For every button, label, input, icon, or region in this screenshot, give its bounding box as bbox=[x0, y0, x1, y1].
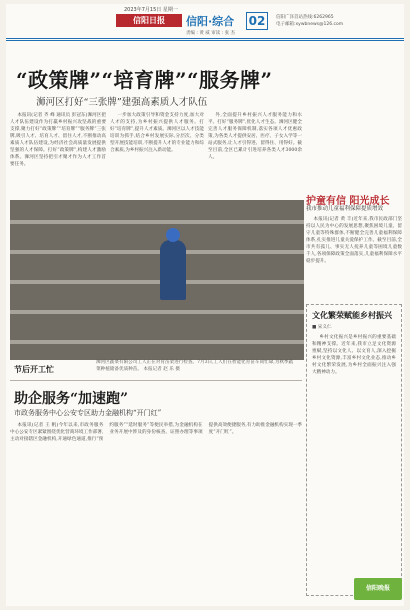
contact-hotline: 信阳广泽首站热线:6262965 bbox=[276, 15, 334, 20]
news-photo bbox=[10, 200, 304, 360]
side-headline: 护童有信 阳光成长 bbox=[306, 196, 390, 207]
lead-text-1: 本报讯(记者 齐 峰 通讯员 彭冠东)浉河区把人才队伍建设作为打赢乡村振兴攻坚战的重要支撑,聚力打好“政策牌”“培育牌”“服务牌”三张牌,吸引人才、培育人才、留住人才,不断推动高素质人才队伍建设,为经济社会高质量发展提供坚强的人才保障。打好“政策牌”,构建人才激励体系。浉河区坚持把引才聚才作为人才工作首要任务。 bbox=[10, 113, 106, 167]
contact-email: 电子邮箱:xywbnews@126.com bbox=[276, 22, 344, 27]
column-box-body bbox=[312, 334, 396, 574]
side-story-body bbox=[306, 216, 402, 300]
photo-caption: 浉河区蔬菜有限公司工人正在对育苗架进行检查。7月3日,工人们在智能化育苗车间忙碌,为秋季蔬菜种植储备优质种苗。 本报记者 赵 乐 摄 bbox=[96, 360, 294, 372]
photo-worker-helmet bbox=[166, 228, 180, 242]
photo-shelf bbox=[10, 310, 304, 314]
section-divider bbox=[10, 380, 302, 381]
section-title: 信阳·综合 bbox=[186, 15, 235, 28]
lead-column-2 bbox=[110, 112, 204, 198]
column-box-title: 文化繁荣赋能乡村振兴 bbox=[312, 310, 392, 320]
photo-shelf bbox=[10, 340, 304, 344]
lead-column-1 bbox=[10, 112, 106, 198]
bottom-subheadline: 市政务服务中心公安专区助力金融机构“开门红” bbox=[14, 409, 162, 417]
page-number: 02 bbox=[246, 12, 268, 30]
brand-badge: 信阳晚报 bbox=[354, 578, 402, 600]
bottom-story-text: 本报讯(记者 王 帆)今年以来,市政务服务中心公安专区紧紧围绕优化营商环境工作部署,主动对接辖区金融机构,开通绿色通道,推行“预约服务”“延时服务”等便民举措,为金融机构在业务开展中涉及的身份核查、证照办理等事项提供高效便捷服务,有力助推金融机构实现一季度“开门红”。 bbox=[10, 423, 302, 442]
paper-logo bbox=[116, 14, 182, 27]
paper-name: 信阳日报 bbox=[133, 15, 165, 25]
column-box-byline: ■ 宋义仁 bbox=[312, 325, 332, 330]
photo-shelf bbox=[10, 250, 304, 254]
lead-subheadline: 浉河区打好“三张牌”建强高素质人才队伍 bbox=[36, 97, 208, 108]
contact-info bbox=[276, 14, 343, 28]
side-story-text: 本报讯(记者 黄 丰)近年来,我市民政部门坚持以人民为中心的发展思想,聚焦困境儿童、留守儿童等特殊群体,不断健全完善儿童福利保障体系,扎实推进儿童关爱保护工作。截至目前,全市共有孤儿、事实无人抚养儿童等困境儿童数千人,各项保障政策全面落实,儿童福利保障水平稳步提升。 bbox=[306, 217, 402, 264]
lead-text-3: 外,全面提升乡村振兴人才服务能力和水平。打好“服务牌”,优化人才生态。浉河区健全完善人才服务保障机制,落实各项人才优惠政策,为各类人才提供安居、医疗、子女入学等一站式服务,让人才引得进、留得住、用得好。截至目前,全区已累计引进培养各类人才3000余人。 bbox=[208, 113, 302, 160]
photo-shelf bbox=[10, 220, 304, 224]
column-box-text: 乡村文化振兴是乡村振兴的重要基础和精神支撑。近年来,我市立足文化资源禀赋,坚持以文化人、以文育人,深入挖掘乡村文化资源,丰富乡村文化业态,推动乡村文化繁荣发展,为乡村全面振兴注入强大精神动力。 bbox=[312, 335, 396, 375]
lead-headline: “政策牌”“培育牌”“服务牌” bbox=[16, 68, 273, 92]
photo-worker bbox=[160, 240, 186, 300]
issue-date: 2023年7月15日 星期一 bbox=[124, 7, 178, 13]
lead-column-3 bbox=[208, 112, 302, 198]
header-rule-secondary bbox=[6, 40, 404, 41]
photo-label: 节后开工忙 bbox=[14, 365, 54, 374]
bottom-story-body bbox=[10, 422, 302, 602]
bottom-headline: 助企服务“加速跑” bbox=[14, 391, 129, 407]
lead-text-2: 一步加大政策引导和资金支持力度,加大对人才的支持,为乡村振兴提供人才服务。打好“培育牌”,提升人才素质。浉河区以人才技能培训为抓手,结合乡村发展实际,分层次、分类型开展技能培训,不断提升人才的专业能力和综合素质,为乡村振兴注入新动能。 bbox=[110, 113, 204, 153]
photo-shelf bbox=[10, 280, 304, 284]
newspaper-page bbox=[6, 4, 404, 606]
header-rule bbox=[6, 38, 404, 39]
editor-credits: 责编 : 黄 威 审读 : 张 杰 bbox=[186, 31, 236, 36]
side-subheadline: 我市推动儿童福利保障提质增效 bbox=[306, 206, 384, 212]
